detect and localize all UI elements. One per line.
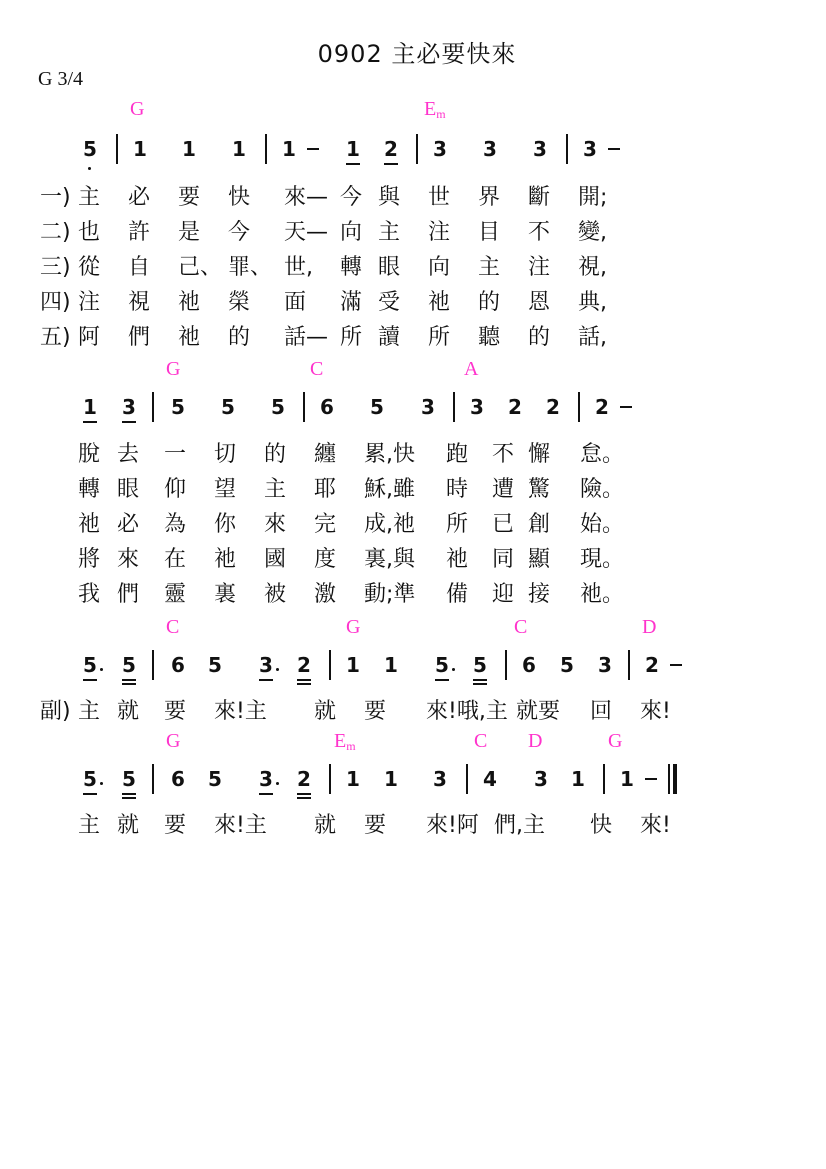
note: 3 (533, 137, 547, 161)
note-underline (122, 679, 136, 681)
lyric-syllable: 不 (528, 220, 551, 245)
lyric-syllable: 始。 (580, 512, 625, 537)
lyric-syllable: 聽 (478, 325, 501, 350)
augmentation-dot (276, 668, 279, 671)
verse-label: 一) (40, 185, 71, 210)
lyric-syllable: 是 (178, 220, 201, 245)
lyric-syllable: 主 (78, 185, 101, 210)
lyric-syllable: 來!阿 (426, 813, 479, 838)
lyric-syllable: 向 (428, 255, 451, 280)
lyric-syllable: 們 (117, 582, 140, 607)
note: 2 (595, 395, 609, 419)
lyric-syllable: 望 (214, 477, 237, 502)
lyric-syllable: 來! (640, 813, 671, 838)
lyric-syllable: 界 (478, 185, 501, 210)
chord-symbol: $E_m$ (334, 730, 356, 753)
note: 1 (346, 653, 360, 677)
lyric-syllable: 祂 (446, 547, 469, 572)
barline (329, 764, 331, 794)
lyric-syllable: 們,主 (494, 813, 545, 838)
note-underline (297, 683, 311, 685)
lyric-syllable: 去 (117, 442, 140, 467)
lyric-syllable: 主 (78, 699, 101, 724)
chord-symbol: G (166, 358, 181, 380)
lyric-syllable: 許 (128, 220, 151, 245)
lyric-syllable: 來! (640, 699, 671, 724)
notation-line (0, 136, 826, 170)
lyric-syllable: 就 (314, 699, 337, 724)
lyric-syllable: 要 (364, 813, 387, 838)
lyric-syllable: 也 (78, 220, 101, 245)
note: 1 (282, 137, 296, 161)
lyric-syllable: 斷 (528, 185, 551, 210)
lyric-syllable: 完 (314, 512, 337, 537)
lyric-syllable: 滿 (340, 290, 363, 315)
lyric-syllable: 創 (528, 512, 551, 537)
note-underline (83, 793, 97, 795)
lyric-line (0, 507, 826, 537)
barline (466, 764, 468, 794)
lyric-syllable: 的 (478, 290, 501, 315)
chord-symbol: A (464, 358, 479, 380)
chord-line (0, 98, 826, 124)
note-underline (122, 421, 136, 423)
note: 5 (122, 653, 136, 677)
lyric-syllable: 要 (164, 699, 187, 724)
note: 5 (435, 653, 449, 677)
lyric-syllable: 已 (492, 512, 515, 537)
chord-line (0, 616, 826, 642)
lyric-syllable: 恩 (528, 290, 551, 315)
page-title: 0902 主必要快來 (317, 40, 517, 68)
lyric-syllable: 遭 (492, 477, 515, 502)
lyric-syllable: 向 (340, 220, 363, 245)
lyric-line (0, 542, 826, 572)
sustain-dash (670, 664, 682, 666)
lyric-syllable: 脫 (78, 442, 101, 467)
lyric-line (0, 808, 826, 838)
barline (329, 650, 331, 680)
lyric-syllable: 們 (128, 325, 151, 350)
lyric-syllable: 來!主 (214, 813, 267, 838)
lyric-syllable: 同 (492, 547, 515, 572)
lyric-syllable: 跑 (446, 442, 469, 467)
note: 3 (433, 767, 447, 791)
verse-label: 副) (40, 699, 71, 724)
lyric-syllable: 典, (578, 290, 607, 315)
lyric-syllable: 讀 (378, 325, 401, 350)
note: 5 (221, 395, 235, 419)
lyric-syllable: 今 (228, 220, 251, 245)
lyric-syllable: 視, (578, 255, 607, 280)
lyric-syllable: 就 (314, 813, 337, 838)
note: 1 (133, 137, 147, 161)
sustain-dash (307, 148, 319, 150)
note: 5 (83, 653, 97, 677)
lyric-syllable: 注 (78, 290, 101, 315)
lyric-syllable: 世, (284, 255, 313, 280)
lyric-syllable: 祂 (214, 547, 237, 572)
note: 5 (83, 137, 97, 161)
note: 3 (259, 767, 273, 791)
note-underline (83, 421, 97, 423)
lyric-syllable: 我 (78, 582, 101, 607)
lyric-syllable: 祂 (78, 512, 101, 537)
lyric-syllable: 話— (284, 325, 329, 350)
note: 4 (483, 767, 497, 791)
lyric-syllable: 將 (78, 547, 101, 572)
lyric-syllable: 靈 (164, 582, 187, 607)
lyric-syllable: 國 (264, 547, 287, 572)
chord-minor: m (436, 107, 446, 121)
note: 5 (83, 767, 97, 791)
lyric-syllable: 累,快 (364, 442, 415, 467)
note: 1 (182, 137, 196, 161)
lyric-syllable: 接 (528, 582, 551, 607)
sustain-dash (645, 778, 657, 780)
note-underline (83, 679, 97, 681)
note: 3 (470, 395, 484, 419)
lyric-syllable: 主 (78, 813, 101, 838)
lyric-syllable: 來— (284, 185, 329, 210)
note: 3 (598, 653, 612, 677)
lyric-line (0, 285, 826, 315)
chord-symbol: C (310, 358, 324, 380)
note-underline (346, 163, 360, 165)
barline (668, 764, 670, 794)
chord-symbol: $E_m$ (424, 98, 446, 121)
note: 3 (534, 767, 548, 791)
lyric-syllable: 話, (578, 325, 607, 350)
note-underline (297, 793, 311, 795)
chord-symbol: G (608, 730, 623, 752)
note: 6 (320, 395, 334, 419)
note-underline (473, 683, 487, 685)
note: 2 (297, 767, 311, 791)
lyric-line (0, 472, 826, 502)
lyric-syllable: 罪、 (228, 255, 273, 280)
lyric-syllable: 來!哦,主 (426, 699, 508, 724)
note: 1 (384, 653, 398, 677)
lyric-syllable: 祂 (178, 290, 201, 315)
chord-line (0, 730, 826, 756)
note: 3 (259, 653, 273, 677)
lyric-line (0, 215, 826, 245)
chord-symbol: G (346, 616, 361, 638)
lyric-syllable: 祂 (428, 290, 451, 315)
lyric-syllable: 面 (284, 290, 307, 315)
note: 1 (346, 137, 360, 161)
lyric-syllable: 視 (128, 290, 151, 315)
lyric-syllable: 懈 (528, 442, 551, 467)
lyric-syllable: 所 (340, 325, 363, 350)
chord-minor: m (346, 739, 356, 753)
lyric-syllable: 必 (128, 185, 151, 210)
note-underline (297, 797, 311, 799)
note: 2 (384, 137, 398, 161)
notation-line (0, 766, 826, 800)
barline (453, 392, 455, 422)
lyric-syllable: 穌,雖 (364, 477, 415, 502)
sustain-dash (608, 148, 620, 150)
lyric-syllable: 就 (117, 699, 140, 724)
lyric-syllable: 開; (578, 185, 608, 210)
note: 2 (508, 395, 522, 419)
lyric-syllable: 祂。 (580, 582, 625, 607)
verse-label: 三) (40, 255, 71, 280)
chord-line (0, 358, 826, 384)
chord-symbol: D (528, 730, 543, 752)
lyric-syllable: 動;準 (364, 582, 416, 607)
lyric-syllable: 不 (492, 442, 515, 467)
barline (505, 650, 507, 680)
barline (566, 134, 568, 164)
barline (603, 764, 605, 794)
verse-label: 四) (40, 290, 71, 315)
note-underline (122, 683, 136, 685)
note-underline (473, 679, 487, 681)
lyric-syllable: 迎 (492, 582, 515, 607)
lyric-syllable: 顯 (528, 547, 551, 572)
lyric-syllable: 現。 (580, 547, 625, 572)
note: 1 (346, 767, 360, 791)
lyric-syllable: 就 (117, 813, 140, 838)
note: 1 (620, 767, 634, 791)
lyric-syllable: 耶 (314, 477, 337, 502)
barline (152, 764, 154, 794)
note-underline (122, 797, 136, 799)
note: 3 (122, 395, 136, 419)
note: 3 (583, 137, 597, 161)
lyric-syllable: 祂 (178, 325, 201, 350)
note: 3 (421, 395, 435, 419)
lyric-syllable: 世 (428, 185, 451, 210)
lyric-syllable: 從 (78, 255, 101, 280)
lyric-syllable: 仰 (164, 477, 187, 502)
note: 5 (473, 653, 487, 677)
chord-symbol: D (642, 616, 657, 638)
lyric-syllable: 時 (446, 477, 469, 502)
note: 1 (571, 767, 585, 791)
lyric-syllable: 與 (378, 185, 401, 210)
barline (265, 134, 267, 164)
lyric-syllable: 在 (164, 547, 187, 572)
note-underline (122, 793, 136, 795)
lyric-syllable: 就要 (516, 699, 561, 724)
note: 5 (370, 395, 384, 419)
note: 5 (122, 767, 136, 791)
barline (152, 650, 154, 680)
lyric-syllable: 主 (478, 255, 501, 280)
lyric-syllable: 來!主 (214, 699, 267, 724)
lyric-syllable: 目 (478, 220, 501, 245)
note-underline (259, 793, 273, 795)
lyric-syllable: 要 (178, 185, 201, 210)
notation-line (0, 652, 826, 686)
lyric-syllable: 必 (117, 512, 140, 537)
lyric-syllable: 轉 (340, 255, 363, 280)
note: 6 (171, 767, 185, 791)
barline (152, 392, 154, 422)
augmentation-dot (452, 668, 455, 671)
note-underline (297, 679, 311, 681)
lyric-syllable: 成,祂 (364, 512, 415, 537)
chord-symbol: C (474, 730, 488, 752)
note: 6 (171, 653, 185, 677)
lyric-syllable: 驚 (528, 477, 551, 502)
barline (116, 134, 118, 164)
note: 3 (483, 137, 497, 161)
lyric-syllable: 變, (578, 220, 607, 245)
lyric-line (0, 320, 826, 350)
lyric-syllable: 你 (214, 512, 237, 537)
lyric-syllable: 眼 (117, 477, 140, 502)
lyric-syllable: 要 (164, 813, 187, 838)
lyric-syllable: 備 (446, 582, 469, 607)
lyric-syllable: 自 (128, 255, 151, 280)
lyric-syllable: 阿 (78, 325, 101, 350)
octave-dot (88, 167, 91, 170)
sustain-dash (620, 406, 632, 408)
lyric-syllable: 纏 (314, 442, 337, 467)
lyric-syllable: 的 (264, 442, 287, 467)
note: 6 (522, 653, 536, 677)
lyric-syllable: 要 (364, 699, 387, 724)
lyric-syllable: 注 (528, 255, 551, 280)
lyric-syllable: 己、 (178, 255, 223, 280)
verse-label: 二) (40, 220, 71, 245)
note-underline (259, 679, 273, 681)
lyric-line (0, 180, 826, 210)
lyric-syllable: 轉 (78, 477, 101, 502)
lyric-syllable: 的 (228, 325, 251, 350)
lyric-syllable: 的 (528, 325, 551, 350)
lyric-syllable: 今 (340, 185, 363, 210)
lyric-syllable: 度 (314, 547, 337, 572)
lyric-syllable: 裏,與 (364, 547, 415, 572)
lyric-syllable: 榮 (228, 290, 251, 315)
chord-symbol: C (514, 616, 528, 638)
lyric-syllable: 眼 (378, 255, 401, 280)
note: 3 (433, 137, 447, 161)
note: 5 (560, 653, 574, 677)
note-underline (435, 679, 449, 681)
verse-label: 五) (40, 325, 71, 350)
augmentation-dot (100, 782, 103, 785)
barline (303, 392, 305, 422)
final-barline (673, 764, 677, 794)
lyric-syllable: 所 (446, 512, 469, 537)
lyric-syllable: 主 (378, 220, 401, 245)
note-underline (384, 163, 398, 165)
lyric-syllable: 切 (214, 442, 237, 467)
augmentation-dot (100, 668, 103, 671)
lyric-syllable: 所 (428, 325, 451, 350)
lyric-syllable: 一 (164, 442, 187, 467)
lyric-syllable: 為 (164, 512, 187, 537)
note: 2 (546, 395, 560, 419)
note: 5 (208, 653, 222, 677)
chord-symbol: G (166, 730, 181, 752)
lyric-syllable: 來 (264, 512, 287, 537)
lyric-line (0, 577, 826, 607)
lyric-line (0, 694, 826, 724)
lyric-syllable: 來 (117, 547, 140, 572)
key-signature: G 3/4 (38, 68, 83, 90)
barline (628, 650, 630, 680)
lyric-syllable: 激 (314, 582, 337, 607)
notation-line (0, 394, 826, 428)
note: 5 (208, 767, 222, 791)
note: 1 (83, 395, 97, 419)
lyric-syllable: 險。 (580, 477, 625, 502)
lyric-line (0, 437, 826, 467)
note: 1 (232, 137, 246, 161)
lyric-syllable: 受 (378, 290, 401, 315)
augmentation-dot (276, 782, 279, 785)
chord-symbol: C (166, 616, 180, 638)
lyric-line (0, 250, 826, 280)
lyric-syllable: 被 (264, 582, 287, 607)
lyric-syllable: 主 (264, 477, 287, 502)
note: 5 (171, 395, 185, 419)
note: 1 (384, 767, 398, 791)
lyric-syllable: 回 (590, 699, 613, 724)
note: 5 (271, 395, 285, 419)
lyric-syllable: 快 (228, 185, 251, 210)
barline (416, 134, 418, 164)
note: 2 (645, 653, 659, 677)
lyric-syllable: 怠。 (580, 442, 625, 467)
lyric-syllable: 裏 (214, 582, 237, 607)
lyric-syllable: 天— (284, 220, 329, 245)
note: 2 (297, 653, 311, 677)
lyric-syllable: 注 (428, 220, 451, 245)
barline (578, 392, 580, 422)
chord-symbol: G (130, 98, 145, 120)
lyric-syllable: 快 (590, 813, 613, 838)
